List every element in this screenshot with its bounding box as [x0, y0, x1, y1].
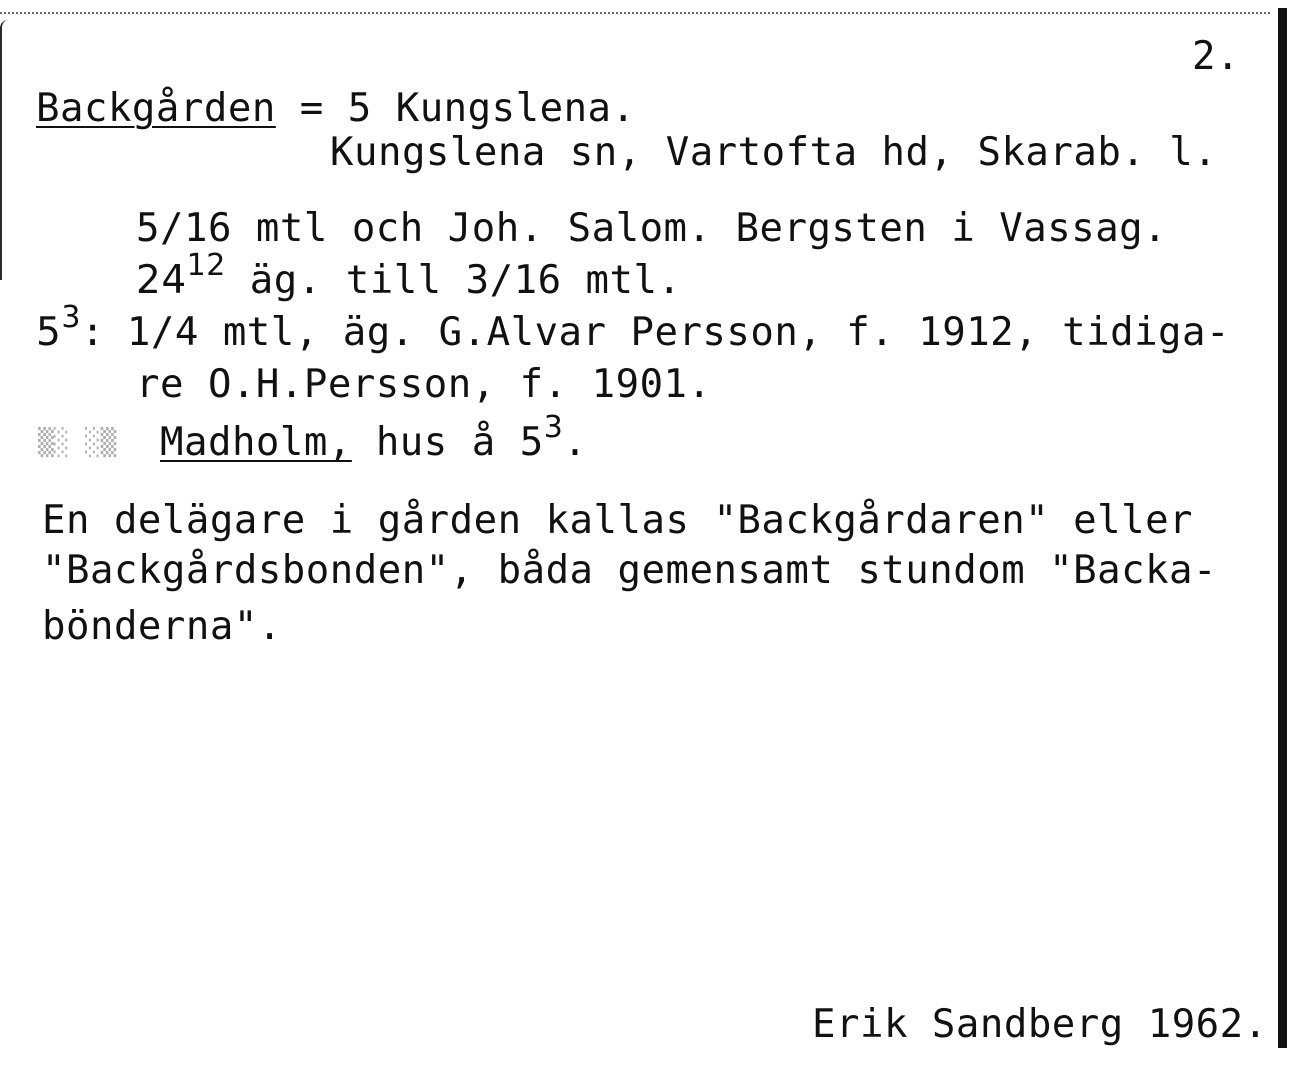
card-right-edge: [1278, 8, 1287, 1048]
smudge-mark: ▒░ ░▒: [38, 428, 117, 458]
note-line-1: En delägare i gården kallas "Backgårdaren" eller: [42, 498, 1194, 543]
parcel-sub-number: 12: [186, 248, 226, 283]
note-line-2: "Backgårdsbonden", båda gemensamt stundom "Backa-: [42, 548, 1218, 593]
parcel-number: 24: [136, 258, 187, 303]
ownership-line-2: [136, 248, 682, 307]
page-number: 2.: [1192, 34, 1240, 79]
card-left-edge: [0, 20, 8, 280]
parcel-ref-number: 5: [36, 310, 62, 355]
signature: Erik Sandberg 1962.: [812, 1002, 1268, 1047]
card-top-edge: [0, 12, 1270, 14]
house-end: .: [563, 420, 588, 465]
ownership-line-2-text: äg. till 3/16 mtl.: [225, 258, 682, 303]
house-text: hus å 5: [351, 420, 544, 465]
farm-name: Backgården: [36, 86, 276, 131]
parcel-ref-sub-number: 3: [61, 300, 81, 335]
ownership-line-4: re O.H.Persson, f. 1901.: [136, 362, 712, 407]
farm-equation: = 5 Kungslena.: [275, 86, 636, 131]
header-line: [36, 86, 636, 132]
ownership-line-1: 5/16 mtl och Joh. Salom. Bergsten i Vassag.: [136, 206, 1168, 251]
ownership-line-3-text: 1/4 mtl, äg. G.Alvar Persson, f. 1912, tidiga-: [126, 310, 1230, 355]
house-name: Madholm,: [160, 420, 352, 465]
ownership-line-5: [160, 410, 588, 469]
ownership-line-3: [36, 300, 1230, 359]
house-sub-number: 3: [543, 410, 564, 445]
parcel-ref-colon: :: [80, 310, 105, 355]
note-line-3: bönderna".: [42, 604, 282, 649]
location-line: Kungslena sn, Vartofta hd, Skarab. l.: [330, 130, 1218, 175]
